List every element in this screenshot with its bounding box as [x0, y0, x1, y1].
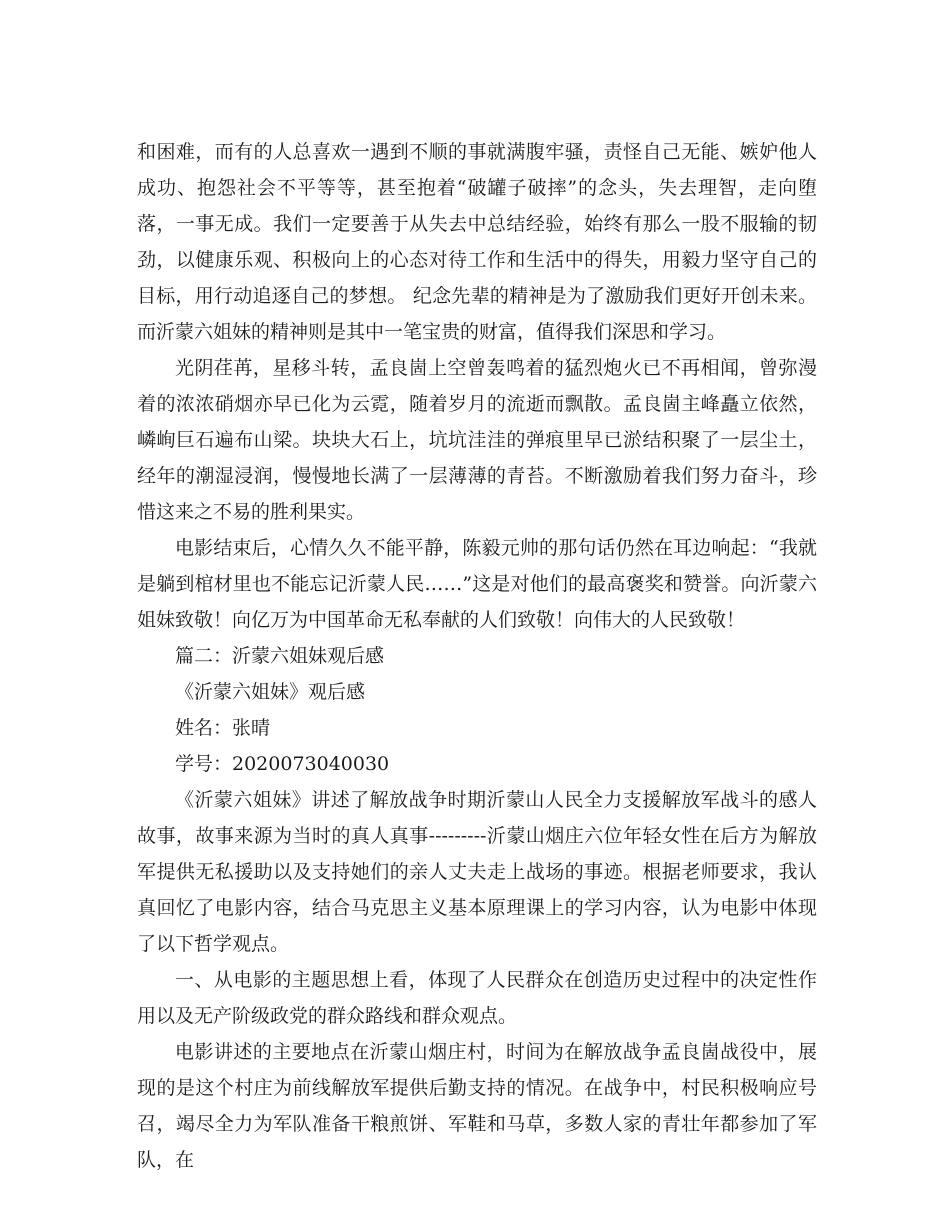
paragraph-setting: 电影讲述的主要地点在沂蒙山烟庄村，时间为在解放战争孟良崮战役中，展现的是这个村庄为前线解放军提供后勤支持的情况。在战争中，村民积极响应号召，竭尽全力为军队准备干粮煎饼、军鞋和马草，多数人家的青壮年都参加了军队，在	[137, 1041, 817, 1171]
document-body	[137, 134, 817, 1178]
paragraph-1: 和困难，而有的人总喜欢一遇到不顺的事就满腹牢骚，责怪自己无能、嫉妒他人成功、抱怨社会不平等等，甚至抱着“破罐子破摔”的念头，失去理智，走向堕落，一事无成。我们一定要善于从失去中总结经验，始终有那么一股不服输的韧劲，以健康乐观、积极向上的心态对待工作和生活中的得失，用毅力坚守自己的目标，用行动追逐自己的梦想。 纪念先辈的精神是为了激励我们更好开创未来。而沂蒙六姐妹的精神则是其中一笔宝贵的财富，值得我们深思和学习。	[137, 141, 817, 343]
paragraph-2: 光阴荏苒，星移斗转，孟良崮上空曾轰鸣着的猛烈炮火已不再相闻，曾弥漫着的浓浓硝烟亦早已化为云霓，随着岁月的流逝而飘散。孟良崮主峰矗立依然，嶙峋巨石遍布山梁。块块大石上，坑坑洼洼的弹痕里早已淤结积聚了一层尘土，经年的潮湿浸润，慢慢地长满了一层薄薄的青苔。不断激励着我们努力奋斗，珍惜这来之不易的胜利果实。	[137, 357, 817, 523]
student-id: 学号：2020073040030	[175, 753, 390, 775]
essay-title: 《沂蒙六姐妹》观后感	[175, 681, 366, 703]
paragraph-intro: 《沂蒙六姐妹》讲述了解放战争时期沂蒙山人民全力支援解放军战斗的感人故事，故事来源为当时的真人真事---------沂蒙山烟庄六位年轻女性在后方为解放军提供无私援助以及支持她们的亲人丈夫走上战场的事迹。根据老师要求，我认真回忆了电影内容，结合马克思主义基本原理课上的学习内容，认为电影中体现了以下哲学观点。	[137, 789, 817, 955]
paragraph-3: 电影结束后，心情久久不能平静，陈毅元帅的那句话仍然在耳边响起：“我就是躺到棺材里也不能忘记沂蒙人民……”这是对他们的最高褒奖和赞誉。向沂蒙六姐妹致敬！向亿万为中国革命无私奉献的人们致敬！向伟大的人民致敬！	[137, 537, 817, 631]
section-heading: 篇二：沂蒙六姐妹观后感	[175, 645, 385, 667]
paragraph-point-one: 一、从电影的主题思想上看，体现了人民群众在创造历史过程中的决定性作用以及无产阶级政党的群众路线和群众观点。	[137, 969, 817, 1027]
author-name: 姓名：张晴	[175, 717, 271, 739]
